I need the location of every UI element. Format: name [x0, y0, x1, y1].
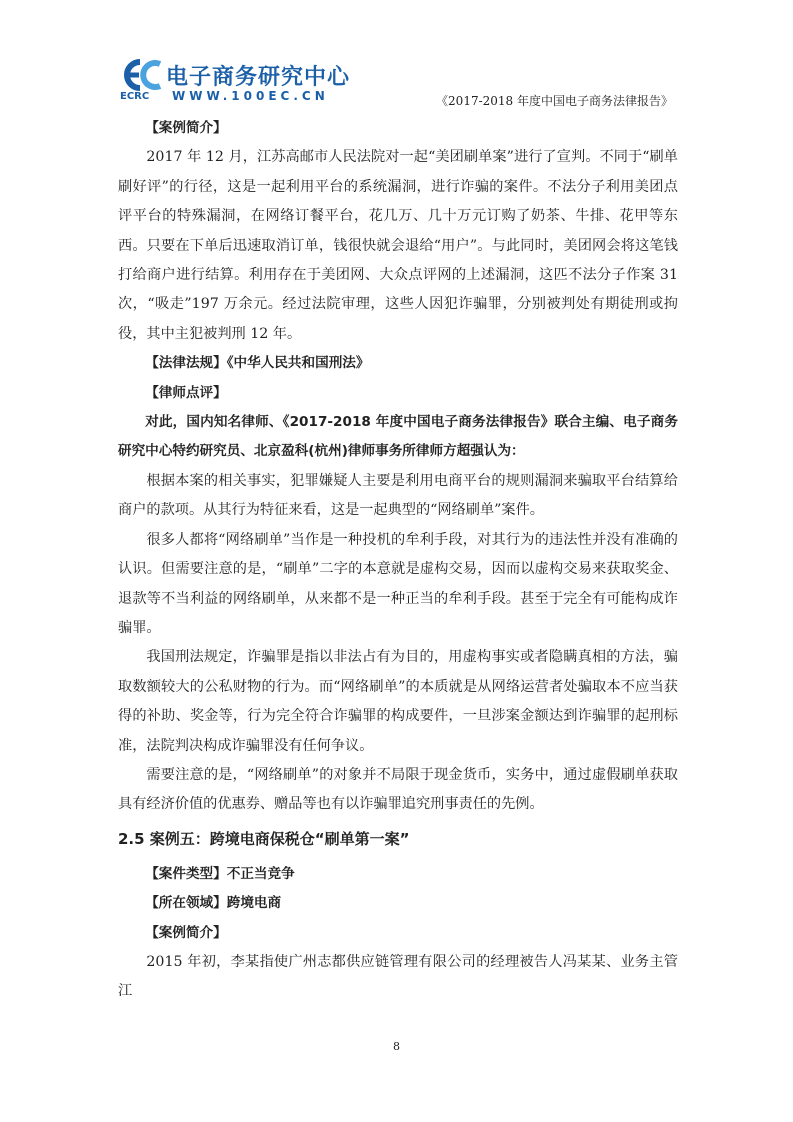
case-intro-heading-2: 【案例简介】 — [145, 924, 227, 941]
case-domain: 【所在领域】跨境电商 — [145, 895, 282, 912]
section-title: 2.5 案例五：跨境电商保税仓“刷单第一案” — [118, 829, 410, 848]
case-intro-paragraph: 2017 年 12 月，江苏高邮市人民法院对一起“美团刷单案”进行了宣判。不同于“刷单刷好评”的行径，这是一起利用平台的系统漏洞，进行诈骗的案件。不法分子利用美团点评平台的特殊漏洞，在网络订餐平台，花几万、几十万元订购了奶茶、牛排、花甲等东西。只要在下单后迅速取消订单，钱很快就会退给“用户”。与此同时，美团网会将这笔钱打给商户进行结算。利用存在于美团网、大众点评网的上述漏洞，这匹不法分子作案 31 次，“吸走”197 万余元。经过法院审理，这些人因犯诈骗罪，分别被判处有期徒刑或拘役，其中主犯被判刑 12 年。 — [118, 149, 678, 342]
lawyer-intro-paragraph: 对此，国内知名律师、《2017-2018 年度中国电子商务法律报告》联合主编、电子商务研究中心特约研究员、北京盈科(杭州)律师事务所律师方超强认为： — [118, 414, 678, 460]
page-header — [0, 0, 793, 110]
logo-url: WWW.100EC.CN — [172, 89, 329, 103]
lawyer-comment-heading: 【律师点评】 — [145, 384, 227, 401]
logo-title: 电子商务研究中心 — [166, 65, 351, 90]
document-body — [118, 114, 678, 1007]
comment-paragraph-2: 很多人都将“网络刷单”当作是一种投机的牟利手段，对其行为的违法性并没有准确的认识。但需要注意的是，“刷单”二字的本意就是虚构交易，因而以虚构交易来获取奖金、退款等不当利益的网络刷单，从来都不是一种正当的牟利手段。甚至于完全有可能构成诈骗罪。 — [118, 531, 678, 636]
comment-paragraph-3: 我国刑法规定，诈骗罪是指以非法占有为目的，用虚构事实或者隐瞒真相的方法，骗取数额较大的公私财物的行为。而“网络刷单”的本质就是从网络运营者处骗取本不应当获得的补助、奖金等，行为完全符合诈骗罪的构成要件，一旦涉案金额达到诈骗罪的起刑标准，法院判决构成诈骗罪没有任何争议。 — [118, 649, 678, 754]
comment-paragraph-1: 根据本案的相关事实，犯罪嫌疑人主要是利用电商平台的规则漏洞来骗取平台结算给商户的款项。从其行为特征来看，这是一起典型的“网络刷单”案件。 — [118, 472, 678, 519]
ecrc-logo — [120, 58, 360, 106]
law-heading: 【法律法规】《中华人民共和国刑法》 — [145, 355, 370, 372]
page-number: 8 — [393, 1040, 400, 1053]
report-title: 《2017-2018 年度中国电子商务法律报告》 — [436, 94, 673, 108]
comment-paragraph-4: 需要注意的是，“网络刷单”的对象并不局限于现金货币，实务中，通过虚假刷单获取具有经济价值的优惠券、赠品等也有以诈骗罪追究刑事责任的先例。 — [118, 766, 678, 813]
logo-abbreviation: ECRC — [120, 91, 150, 102]
case-intro-paragraph-2: 2015 年初，李某指使广州志都供应链管理有限公司的经理被告人冯某某、业务主管江 — [118, 953, 678, 1000]
ecrc-logo-icon — [120, 58, 166, 92]
case-intro-heading: 【案例简介】 — [145, 120, 227, 136]
case-type: 【案件类型】不正当竞争 — [145, 865, 295, 882]
